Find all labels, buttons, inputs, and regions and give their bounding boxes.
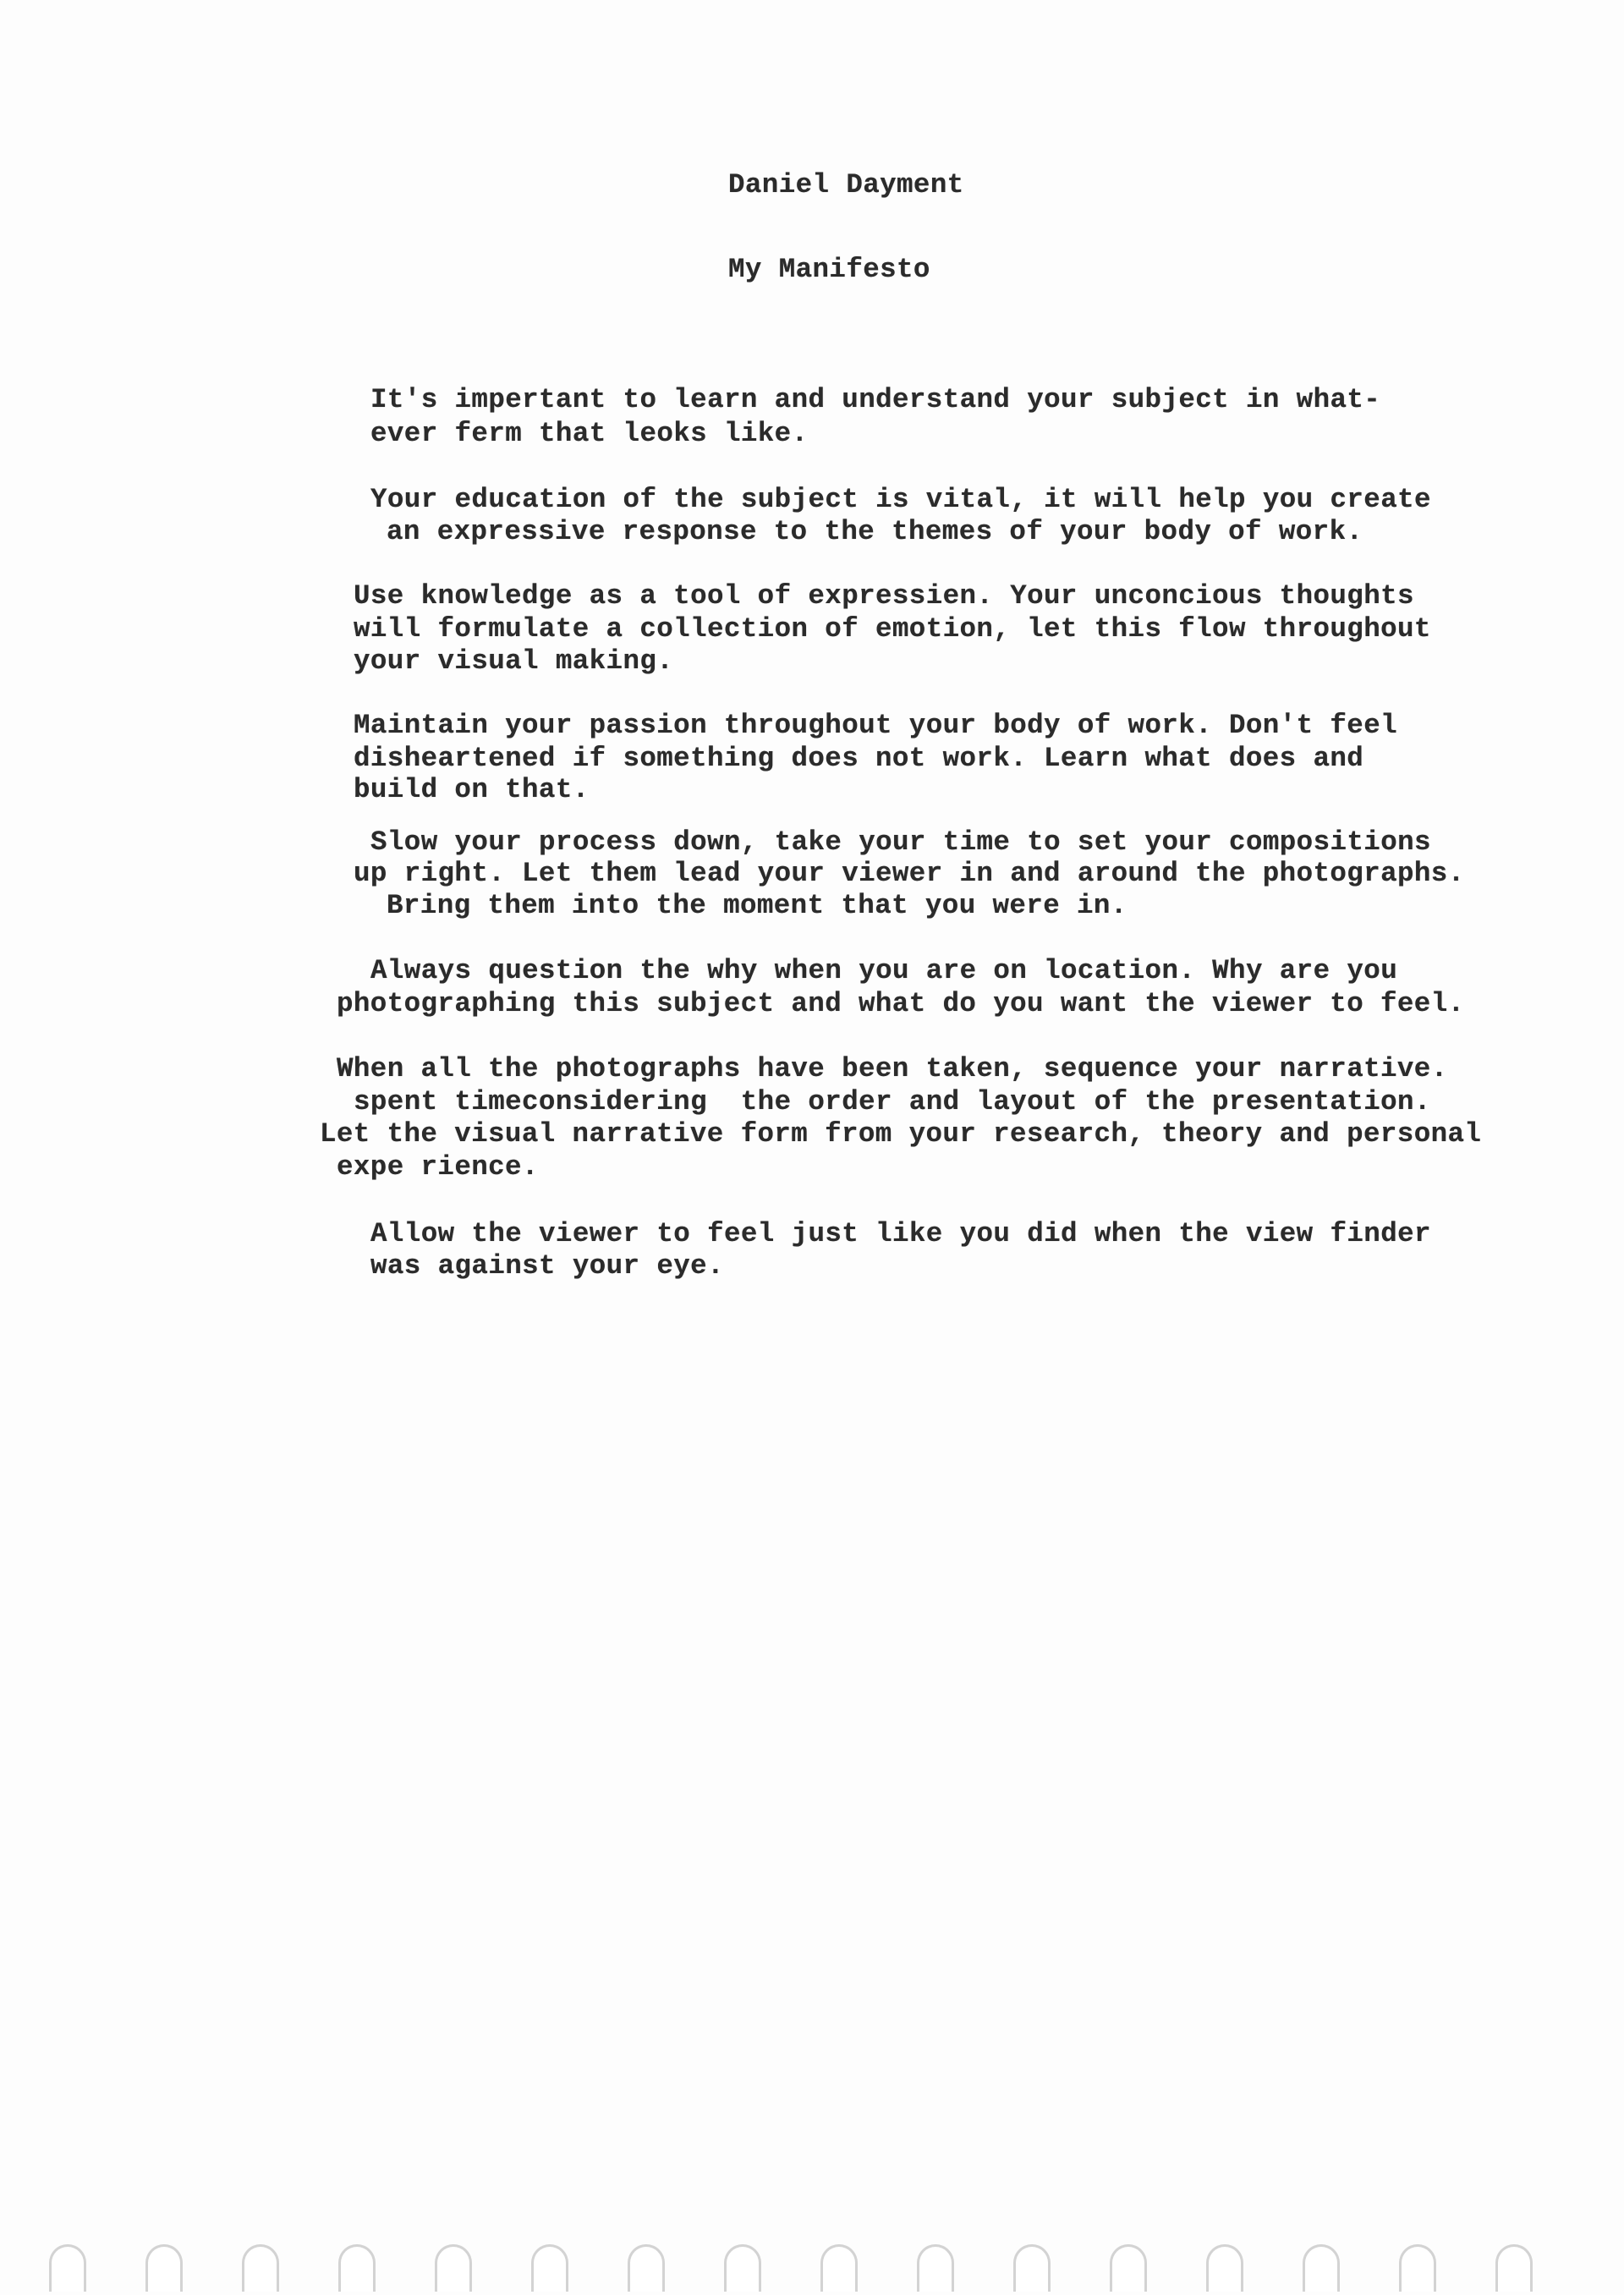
- punch-hole: [628, 2244, 665, 2292]
- paragraph-3-line-1: Use knowledge as a tool of expressien. Your unconcious thoughts: [354, 580, 1414, 612]
- punch-hole: [1013, 2244, 1051, 2292]
- author-name: Daniel Dayment: [728, 169, 964, 200]
- paragraph-7-line-1: When all the photographs have been taken, sequence your narrative.: [337, 1053, 1448, 1084]
- paragraph-3-line-2: will formulate a collection of emotion, let this flow throughout: [354, 613, 1431, 645]
- paragraph-6-line-1: Always question the why when you are on location. Why are you: [370, 955, 1398, 986]
- punch-hole: [1110, 2244, 1147, 2292]
- paragraph-5-line-2: up right. Let them lead your viewer in and around the photographs.: [354, 858, 1465, 889]
- punch-hole: [1399, 2244, 1436, 2292]
- paragraph-7-line-3: Let the visual narrative form from your research, theory and personal: [320, 1118, 1482, 1150]
- paragraph-4-line-1: Maintain your passion throughout your body of work. Don't feel: [354, 710, 1397, 741]
- document-title: My Manifesto: [728, 254, 930, 285]
- punch-hole: [338, 2244, 376, 2292]
- punch-hole: [145, 2244, 183, 2292]
- paragraph-7-line-2: spent timeconsidering the order and layout of the presentation.: [354, 1086, 1431, 1117]
- punch-hole: [435, 2244, 472, 2292]
- punch-hole: [1303, 2244, 1340, 2292]
- paragraph-2-line-2: an expressive response to the themes of your body of work.: [387, 516, 1363, 547]
- paragraph-5-line-1: Slow your process down, take your time to set your compositions: [370, 826, 1431, 858]
- paragraph-1-line-1: It's impertant to learn and understand your subject in what-: [370, 384, 1381, 415]
- paragraph-3-line-3: your visual making.: [354, 645, 674, 677]
- paragraph-2-line-1: Your education of the subject is vital, it will help you create: [370, 484, 1431, 515]
- punch-hole: [1495, 2244, 1533, 2292]
- paragraph-4-line-3: build on that.: [354, 774, 590, 805]
- paragraph-8-line-1: Allow the viewer to feel just like you did when the view finder: [370, 1218, 1431, 1249]
- punch-hole: [531, 2244, 568, 2292]
- paragraph-6-line-2: photographing this subject and what do you want the viewer to feel.: [337, 988, 1465, 1019]
- paragraph-1-line-2: ever ferm that leoks like.: [370, 418, 809, 449]
- paragraph-8-line-2: was against your eye.: [370, 1250, 724, 1282]
- punch-hole: [820, 2244, 858, 2292]
- paragraph-5-line-3: Bring them into the moment that you were in.: [387, 890, 1127, 921]
- punch-hole: [917, 2244, 954, 2292]
- punch-hole: [1206, 2244, 1243, 2292]
- punch-hole: [242, 2244, 279, 2292]
- punch-hole: [49, 2244, 86, 2292]
- punch-hole: [724, 2244, 761, 2292]
- punch-holes: [49, 2244, 1605, 2295]
- paragraph-4-line-2: disheartened if something does not work. Learn what does and: [354, 743, 1364, 774]
- paragraph-7-line-4: expe rience.: [337, 1151, 539, 1183]
